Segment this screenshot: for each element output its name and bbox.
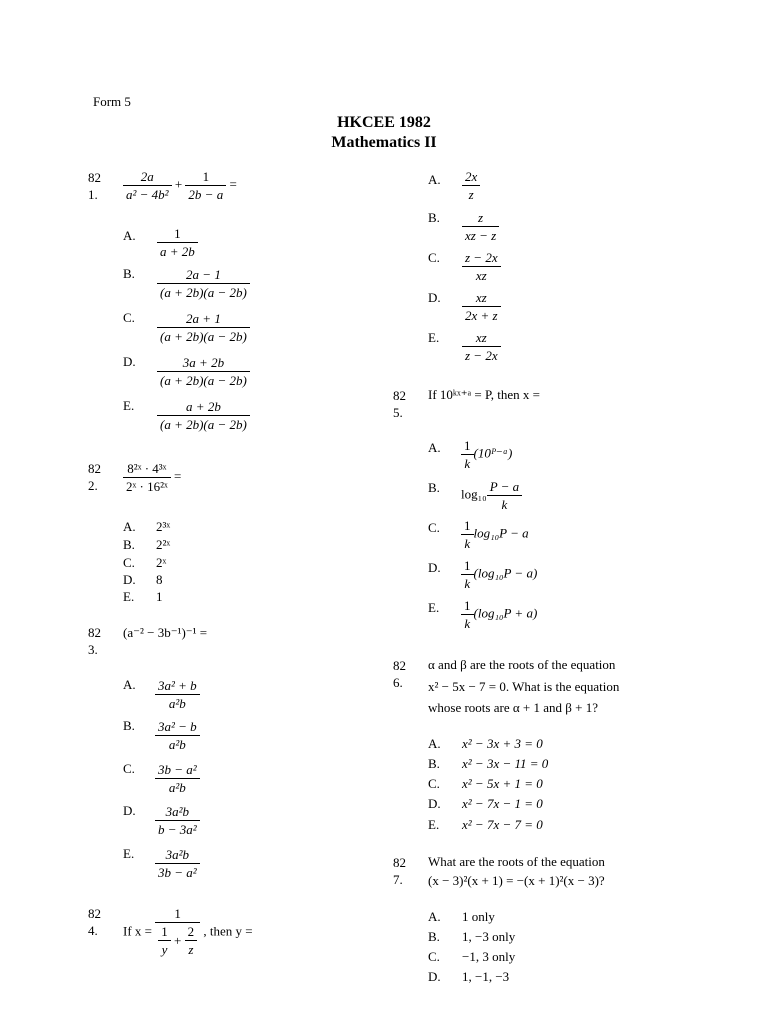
option-label: E. (428, 330, 440, 345)
question-stem: If 10ᵏˣ⁺ᵃ = P, then x = (428, 387, 541, 402)
exam-subtitle: Mathematics II (331, 134, 437, 151)
option-b-value: $\frac{z}{xz - z}$ (462, 209, 499, 244)
option-label: C. (123, 310, 135, 325)
option-a-value: x² − 3x + 3 = 0 (462, 736, 543, 751)
question-number: 82 1. (88, 170, 101, 202)
option-a-value: $\frac{1}{a + 2b}$ (157, 225, 198, 260)
question-stem: (a⁻² − 3b⁻¹)⁻¹ = (123, 625, 208, 640)
option-b-value: log₁₀ $\frac{P - a}{k}$ (461, 478, 522, 513)
option-label: B. (123, 537, 135, 552)
option-b-value: $\frac{2a - 1}{(a + 2b)(a - 2b)}$ (157, 266, 250, 301)
option-label: A. (123, 228, 136, 243)
option-b-value: x² − 3x − 11 = 0 (462, 756, 549, 771)
option-label: E. (123, 846, 135, 861)
option-b-value: 2²ˣ (156, 537, 171, 552)
option-label: E. (428, 600, 440, 615)
question-text-line: (x − 3)²(x + 1) = −(x + 1)²(x − 3)? (428, 873, 605, 888)
option-b-value: $\frac{\text{3a² − b}}{\text{a²b}}$ (155, 718, 200, 753)
option-c-value: $\frac{1}{k}$ log₁₀P − a (461, 517, 529, 552)
option-a-value: 1 only (462, 909, 495, 924)
option-d-value: $\frac{3a + 2b}{(a + 2b)(a - 2b)}$ (157, 354, 250, 389)
option-label: E. (428, 817, 440, 832)
option-c-value: −1, 3 only (462, 949, 516, 964)
form-label: Form 5 (93, 94, 131, 109)
option-a-value: 2³ˣ (156, 519, 171, 534)
option-c-value: $\frac{\text{3b − a²}}{\text{a²b}}$ (155, 761, 200, 796)
option-d-value: x² − 7x − 1 = 0 (462, 796, 543, 811)
option-b-value: 1, −3 only (462, 929, 516, 944)
option-e-value: $\frac{1}{k}$ (log₁₀P + a) (461, 597, 537, 632)
option-label: C. (123, 761, 135, 776)
question-text-line: whose roots are α + 1 and β + 1? (428, 700, 598, 715)
option-label: C. (428, 949, 440, 964)
question-number: 82 6. (393, 658, 406, 690)
option-label: D. (123, 803, 136, 818)
option-c-value: x² − 5x + 1 = 0 (462, 776, 543, 791)
question-text-line: What are the roots of the equation (428, 854, 605, 869)
option-label: D. (428, 560, 441, 575)
option-d-value: 8 (156, 572, 163, 587)
question-text-line: α and β are the roots of the equation (428, 657, 616, 672)
option-e-value: $\frac{xz}{z - 2x}$ (462, 329, 501, 364)
option-c-value: $\frac{z - 2x}{xz}$ (462, 249, 501, 284)
option-label: A. (428, 440, 441, 455)
option-label: C. (428, 520, 440, 535)
option-label: D. (428, 796, 441, 811)
option-label: A. (428, 736, 441, 751)
option-label: D. (123, 354, 136, 369)
option-e-value: $\frac{a + 2b}{(a + 2b)(a - 2b)}$ (157, 398, 250, 433)
question-number: 82 7. (393, 855, 406, 887)
option-label: E. (123, 398, 135, 413)
option-label: E. (123, 589, 135, 604)
option-label: D. (428, 290, 441, 305)
option-c-value: $\frac{2a + 1}{(a + 2b)(a - 2b)}$ (157, 310, 250, 345)
option-a-value: $\frac{2x}{z}$ (462, 168, 480, 203)
option-label: D. (428, 969, 441, 984)
question-number: 82 2. (88, 461, 101, 493)
option-label: C. (428, 250, 440, 265)
option-label: B. (428, 929, 440, 944)
option-c-value: 2ˣ (156, 555, 167, 570)
option-e-value: $\frac{\text{3a²b}}{\text{3b − a²}}$ (155, 846, 200, 881)
option-label: B. (428, 756, 440, 771)
question-number: 82 5. (393, 388, 406, 420)
option-a-value: $\frac{1}{k}$ (10ᴾ⁻ᵃ) (461, 437, 512, 472)
option-d-value: $\frac{\text{3a²b}}{\text{b − 3a²}}$ (155, 803, 200, 838)
option-e-value: x² − 7x − 7 = 0 (462, 817, 543, 832)
option-label: D. (123, 572, 136, 587)
option-label: A. (123, 677, 136, 692)
option-d-value: $\frac{1}{k}$ (log₁₀P − a) (461, 557, 537, 592)
option-label: C. (123, 555, 135, 570)
question-number: 82 3. (88, 625, 101, 657)
question-stem: $\frac{2a}{\text{a² − 4b²}}$ + $\frac{1}{2b - a}$ = (123, 168, 237, 203)
option-label: A. (428, 172, 441, 187)
option-label: B. (123, 718, 135, 733)
option-label: B. (123, 266, 135, 281)
option-label: A. (123, 519, 136, 534)
option-label: B. (428, 480, 440, 495)
question-stem: If x = 1 $\frac{1}{y}$ + $\frac{2}{z}$ , then y = (123, 906, 253, 957)
option-label: A. (428, 909, 441, 924)
option-d-value: 1, −1, −3 (462, 969, 510, 984)
option-d-value: $\frac{xz}{2x + z}$ (462, 289, 501, 324)
exam-title: HKCEE 1982 (337, 114, 431, 131)
option-label: B. (428, 210, 440, 225)
option-e-value: 1 (156, 589, 163, 604)
question-number: 82 4. (88, 906, 101, 938)
option-a-value: $\frac{\text{3a² + b}}{\text{a²b}}$ (155, 677, 200, 712)
question-text-line: x² − 5x − 7 = 0. What is the equation (428, 679, 620, 694)
question-stem: $\frac{\text{8²ˣ · 4³ˣ}}{\text{2ˣ · 16²ˣ}}$ = (123, 460, 181, 495)
option-label: C. (428, 776, 440, 791)
